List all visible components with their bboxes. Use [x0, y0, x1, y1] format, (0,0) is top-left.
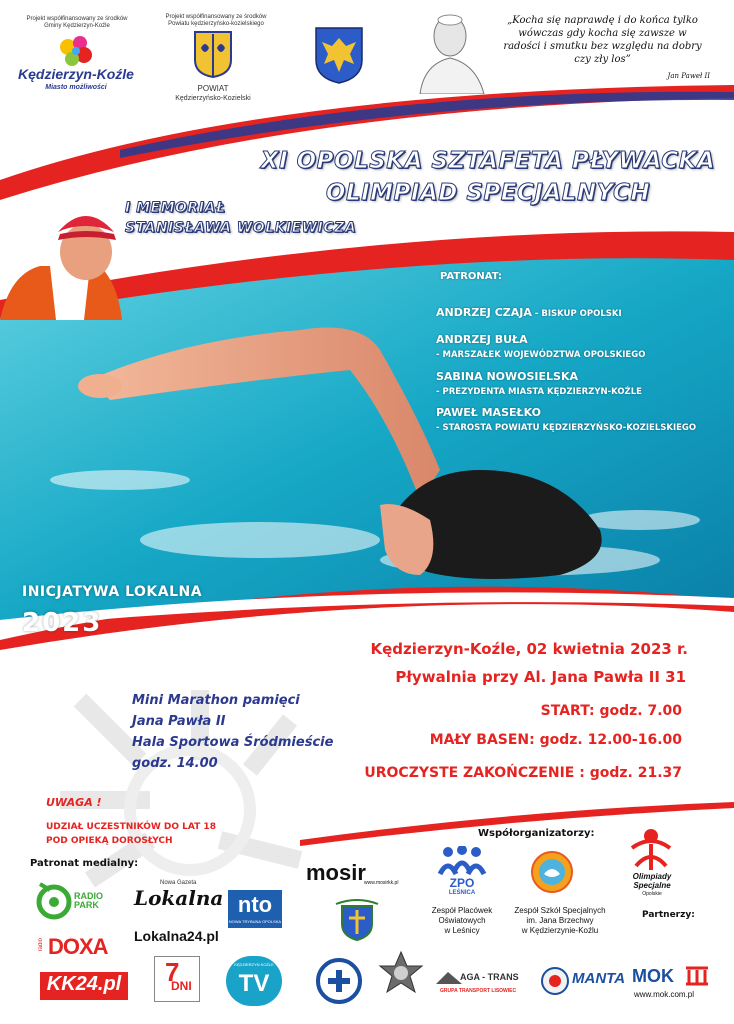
zpo-description	[416, 906, 508, 936]
gazeta-small: Nowa Gazeta	[160, 880, 197, 886]
radio-doxa-logo	[38, 934, 124, 962]
mok-columns-icon	[684, 964, 710, 986]
nto-text: nto	[237, 892, 273, 917]
county-subtitle: Kędzierzyńsko-Kozielski	[175, 95, 251, 102]
gazeta-lokalna-logo	[126, 880, 224, 914]
nto-logo	[228, 890, 282, 928]
aga-trans-logo	[436, 970, 532, 1000]
initiative-label: INICJATYWA LOKALNA	[22, 584, 203, 600]
memorial-line-2: STANISŁAWA WOLKIEWICZA	[125, 220, 357, 236]
manta-logo: MANTA	[572, 970, 626, 987]
mosir-text: mosir	[306, 860, 366, 885]
radio-park-text: RADIO PARK	[74, 891, 103, 910]
warning-text	[46, 820, 216, 848]
7dni-logo	[154, 956, 200, 1002]
warning-heading: UWAGA !	[46, 796, 102, 809]
kk-tv-top: KĘDZIERZYN KOŹLE	[234, 962, 274, 967]
zss-description	[500, 906, 620, 936]
quote-text: „Kocha się naprawdę i do końca tylko wówczas gdy kocha się zawsze w radości i smutku bez względu na dobry czy zły los”	[503, 15, 702, 65]
mok-url: www.mok.com.pl	[634, 990, 695, 999]
memorial-line-1: I MEMORIAŁ	[125, 200, 226, 216]
memorial-portrait-icon	[0, 204, 124, 320]
event-venue: Pływalnia przy Al. Jana Pawła II 31	[395, 668, 686, 686]
aga-trans-text: AGA - TRANS	[460, 972, 519, 982]
patron-2-name: ANDRZEJ BUŁA	[436, 333, 528, 346]
marathon-line-4: godz. 14.00	[132, 756, 218, 771]
co-org-heading: Współorganizatorzy:	[478, 828, 595, 839]
kk-tv-logo	[226, 956, 282, 1006]
special-olympics-text	[612, 872, 692, 899]
7dni-text: DNI	[171, 979, 192, 993]
title-line-1: XI OPOLSKA SZTAFETA PŁYWACKA	[260, 148, 716, 174]
patron-3	[436, 370, 726, 399]
nto-sub: NOWA TRYBUNA OPOLSKA	[228, 919, 282, 924]
partners-heading: Partnerzy:	[642, 910, 695, 920]
radio-park-logo	[36, 880, 116, 920]
patron-4	[436, 406, 732, 435]
zss-desc-3: w Kędzierzynie-Koźlu	[521, 926, 599, 935]
city-logo-tagline: Miasto możliwości	[45, 84, 107, 91]
marathon-info	[132, 690, 333, 774]
initiative-year: 2023	[22, 608, 103, 638]
kk24-text: KK24.pl	[46, 973, 122, 995]
patron-2	[436, 333, 726, 362]
patron-1-name: ANDRZEJ CZAJA	[436, 306, 532, 319]
zpo-lesnica-logo	[430, 846, 494, 898]
county-name: POWIAT	[197, 84, 229, 93]
quote-author: Jan Paweł II	[667, 72, 710, 80]
event-closing: UROCZYSTE ZAKOŃCZENIE : godz. 21.37	[364, 765, 682, 781]
patron-4-role: - STAROSTA POWIATU KĘDZIERZYŃSKO-KOZIELSKIEGO	[436, 423, 697, 433]
doxa-text: DOXA	[48, 934, 108, 959]
aga-trans-truck-icon	[436, 970, 462, 986]
zpo-desc-1: Zespół Placówek	[431, 906, 493, 915]
warning-line-2: POD OPIEKĄ DOROSŁYCH	[46, 836, 173, 846]
city-project-note: Projekt współfinansowany ze środków Gminy Kędzierzyn-Koźle	[26, 16, 128, 29]
city-logo-icon	[56, 33, 96, 69]
police-badge-icon	[376, 950, 426, 1000]
event-start: START: godz. 7.00	[540, 703, 682, 719]
7dni-number: 7	[165, 957, 180, 987]
opole-eagle-icon	[314, 26, 364, 84]
olimpiady-2: Specjalne	[633, 881, 671, 890]
gazeta-name: Lokalna	[134, 886, 224, 910]
zss-desc-2: im. Jana Brzechwy	[526, 916, 594, 925]
warning-line-1: UDZIAŁ UCZESTNIKÓW DO LAT 18	[46, 822, 216, 832]
rescue-badge-icon	[316, 958, 362, 1004]
pope-portrait-icon	[410, 6, 496, 94]
mosir-logo	[306, 862, 406, 890]
special-olympics-icon	[626, 826, 676, 874]
kk-tv-text: TV	[238, 970, 270, 997]
zss-logo-icon	[530, 850, 574, 894]
mosir-sub: www.mosirkk.pl	[364, 880, 399, 886]
event-small-pool: MAŁY BASEN: godz. 12.00-16.00	[429, 732, 682, 748]
county-project-note: Projekt współfinansowany ze środków Powiatu kędzierzyńsko-kozielskiego	[165, 14, 267, 27]
zpo-desc-2: Oświatowych	[438, 916, 486, 925]
olimpiady-3: Opolskie	[642, 891, 662, 897]
lokalna24-logo: Lokalna24.pl	[134, 928, 219, 944]
patron-2-role: - MARSZAŁEK WOJEWÓDZTWA OPOLSKIEGO	[436, 350, 646, 360]
olimpiady-1: Olimpiady	[632, 872, 672, 881]
zpo-people-icon	[436, 846, 488, 876]
media-heading: Patronat medialny:	[30, 858, 139, 869]
city-logo-name: Kędzierzyn-Koźle	[18, 66, 134, 82]
zss-desc-1: Zespół Szkół Specjalnych	[514, 906, 606, 915]
doxa-small: radio	[38, 938, 44, 952]
round-seal-icon	[540, 966, 570, 996]
event-place-date: Kędzierzyn-Koźle, 02 kwietnia 2023 r.	[370, 640, 688, 658]
kk24-logo	[40, 972, 128, 1000]
county-coat-of-arms-icon	[193, 30, 233, 78]
radio-park-icon	[36, 880, 72, 920]
patron-4-name: PAWEŁ MASEŁKO	[436, 406, 541, 419]
marathon-line-2: Jana Pawła II	[132, 714, 226, 729]
zpo-sub: LEŚNICA	[448, 890, 476, 896]
patron-1	[436, 306, 726, 321]
zpo-desc-3: w Leśnicy	[444, 926, 480, 935]
zpo-text: ZPO	[449, 876, 475, 890]
patron-1-role: - BISKUP OPOLSKI	[531, 309, 622, 319]
bishop-coat-of-arms-icon	[334, 898, 380, 942]
marathon-line-1: Mini Marathon pamięci	[132, 693, 300, 708]
patronat-heading: PATRONAT:	[440, 271, 503, 282]
patron-3-role: - PREZYDENTA MIASTA KĘDZIERZYN-KOŹLE	[436, 387, 642, 397]
patron-3-name: SABINA NOWOSIELSKA	[436, 370, 579, 383]
marathon-line-3: Hala Sportowa Śródmieście	[132, 735, 334, 750]
aga-trans-sub: GRUPA TRANSPORT LISOWIEC	[440, 988, 517, 994]
mok-logo: MOK	[632, 966, 674, 986]
title-line-2: OLIMPIAD SPECJALNYCH	[325, 180, 651, 206]
